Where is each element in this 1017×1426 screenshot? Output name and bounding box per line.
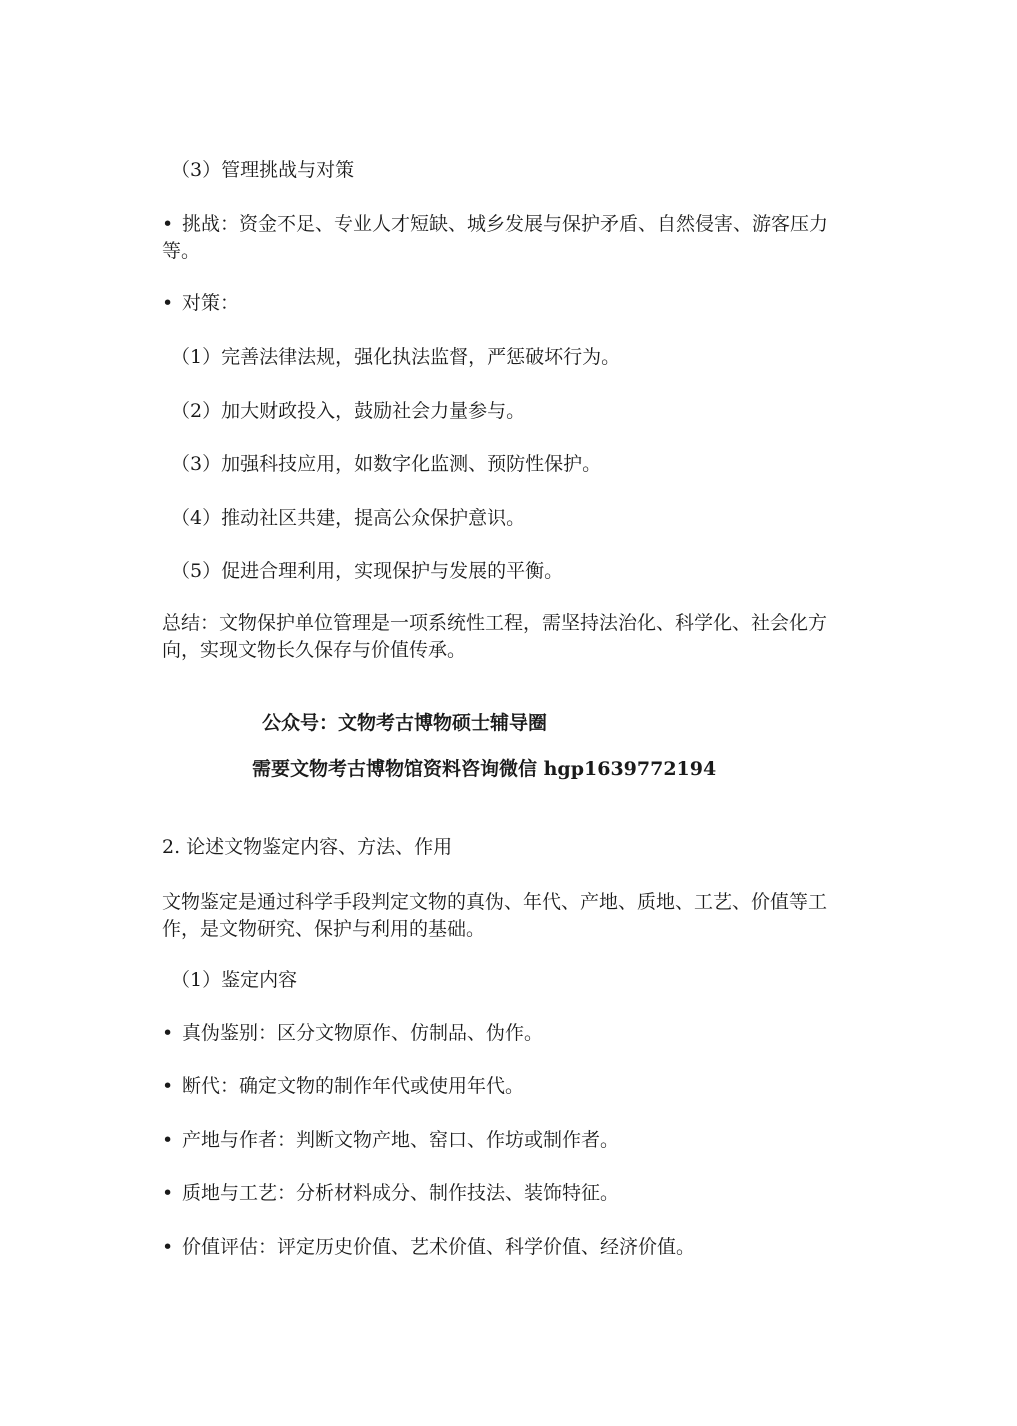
bullet-icon: • bbox=[162, 1236, 174, 1258]
summary-paragraph: 总结：文物保护单位管理是一项系统性工程，需坚持法治化、科学化、社会化方向，实现文物长久保存与价值传承。 bbox=[162, 612, 828, 661]
measure-item: （2）加大财政投入，鼓励社会力量参与。 bbox=[171, 400, 526, 422]
list-item bbox=[162, 1234, 862, 1261]
measure-item: （5）促进合理利用，实现保护与发展的平衡。 bbox=[171, 560, 564, 582]
bullet-icon: • bbox=[162, 1075, 174, 1097]
bullet-icon: • bbox=[162, 213, 174, 235]
measure-item: （4）推动社区共建，提高公众保护意识。 bbox=[171, 507, 526, 529]
bullet-icon: • bbox=[162, 292, 174, 314]
bullet-icon: • bbox=[162, 1182, 174, 1204]
list-item-text: 产地与作者：判断文物产地、窑口、作坊或制作者。 bbox=[182, 1129, 620, 1151]
list-item-text: 质地与工艺：分析材料成分、制作技法、装饰特征。 bbox=[182, 1182, 620, 1204]
question-title: 2. 论述文物鉴定内容、方法、作用 bbox=[162, 836, 453, 858]
list-item bbox=[162, 1127, 862, 1154]
bullet-icon: • bbox=[162, 1129, 174, 1151]
list-item bbox=[162, 1073, 862, 1100]
list-item-text: 真伪鉴别：区分文物原作、仿制品、伪作。 bbox=[182, 1022, 544, 1044]
measure-item: （1）完善法律法规，强化执法监督，严惩破坏行为。 bbox=[171, 346, 621, 368]
promo-account-line: 公众号：文物考古博物硕士辅导圈 bbox=[262, 712, 548, 734]
measure-item: （3）加强科技应用，如数字化监测、预防性保护。 bbox=[171, 453, 602, 475]
challenge-paragraph bbox=[162, 211, 862, 265]
list-item bbox=[162, 1020, 862, 1047]
question-intro: 文物鉴定是通过科学手段判定文物的真伪、年代、产地、质地、工艺、价值等工作，是文物研究、保护与利用的基础。 bbox=[162, 891, 828, 940]
measures-paragraph bbox=[162, 290, 862, 317]
section-heading: （3）管理挑战与对策 bbox=[171, 159, 355, 181]
measures-label: 对策： bbox=[182, 292, 240, 314]
challenge-label: 挑战： bbox=[182, 213, 240, 235]
subsection-heading: （1）鉴定内容 bbox=[171, 969, 298, 991]
bullet-icon: • bbox=[162, 1022, 174, 1044]
challenge-text: 资金不足、专业人才短缺、城乡发展与保护矛盾、自然侵害、游客压力等。 bbox=[162, 213, 829, 262]
list-item bbox=[162, 1180, 862, 1207]
list-item-text: 断代：确定文物的制作年代或使用年代。 bbox=[182, 1075, 525, 1097]
list-item-text: 价值评估：评定历史价值、艺术价值、科学价值、经济价值。 bbox=[182, 1236, 696, 1258]
promo-contact-line: 需要文物考古博物馆资料咨询微信 hgp1639772194 bbox=[252, 758, 717, 780]
